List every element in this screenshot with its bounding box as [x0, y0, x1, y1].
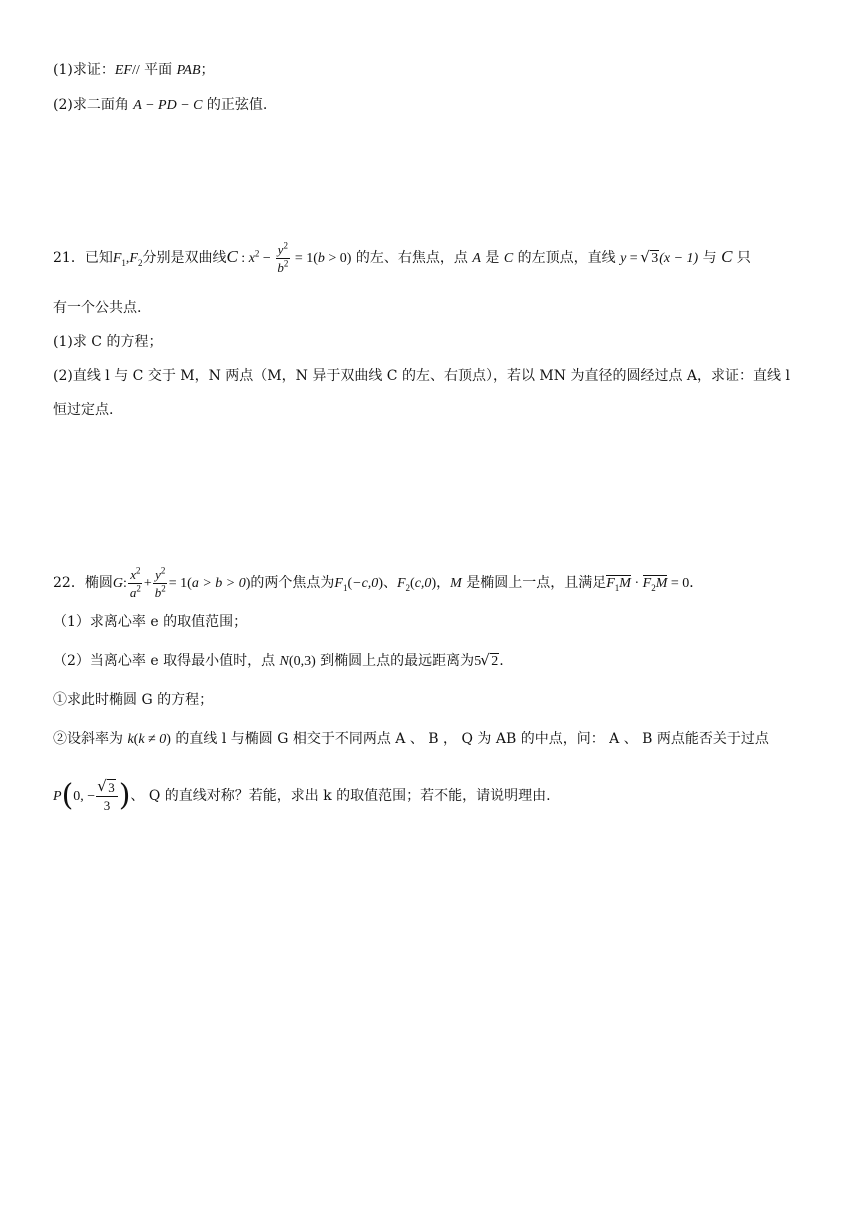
q21-stem-line1: 21．已知$F_1,F_2$分别是双曲线C : $x^2$ − $\frac{y^2}{b^2}$ = 1(b > 0) 的左、右焦点，点 A 是 C 的左顶点，直线 y = √ 3(x − 1) 与 C 只 [53, 240, 751, 276]
q22-part2-text: 到椭圆上点的最远距离为 [315, 653, 475, 669]
q22-vec2-end: M [655, 576, 668, 591]
q22-f1-sub: 1 [342, 582, 348, 593]
q22-part1: （1）求离心率 e 的取值范围； [53, 614, 248, 630]
q21-f1-sub: 1 [121, 257, 126, 268]
q22-vec-eq: = 0 [667, 576, 690, 591]
q21-text: 的左顶点，直线 [513, 250, 621, 266]
q22-text: 的两个焦点为 [250, 575, 335, 591]
q22-f1-coord: −c,0 [352, 576, 379, 591]
q22-frac-y: $\frac{y^2}{b^2}$ [154, 565, 166, 600]
q22-n: N [279, 654, 289, 669]
q21-x: x [248, 251, 255, 266]
q22-stem: 22．椭圆G: $\frac{x^2}{a^2}$ + $\frac{y^2}{b^2}$ = 1(a > b > 0)的两个焦点为$F_1(-c,0)$、$F_2(c,0)$，M 是椭圆上一点，且满足$F_1M \cdot F_2M = 0$． [53, 565, 704, 600]
q20-part1-mid: 平面 [139, 62, 177, 78]
q21-comma: , [125, 251, 130, 266]
q22-text: ， [436, 575, 451, 591]
q21-line-eq: = [626, 251, 642, 266]
q20-part1 [53, 60, 215, 81]
q22-dist: 5 [474, 654, 482, 669]
q20-part2 [53, 95, 267, 116]
q22-end: ． [689, 575, 704, 591]
q20-part1-plane: PAB [176, 63, 201, 78]
q21-equals: = 1( [291, 251, 318, 266]
q21-text: 的左、右焦点，点 [351, 250, 473, 266]
q22-k: k [127, 732, 134, 747]
q22-number: 22． [53, 575, 85, 591]
q22-colon: : [122, 576, 127, 591]
q20-part2-angle: A − PD − C [133, 98, 203, 113]
q21-cond-rel: > 0) [324, 251, 352, 266]
q22-sub2-cont: P(0, − √ $\frac{3}{3}$ )、 Q 的直线对称？若能，求出 k 的取值范围；若不能，请说明理由. [53, 776, 551, 817]
q22-p-frac-den: 3 [103, 797, 111, 813]
q22-part2: （2）当离心率 e 取得最小值时，点 N(0,3) 到椭圆上点的最远距离为5√ 2. [53, 651, 504, 672]
q21-sqrt [641, 242, 659, 276]
q22-plus: + [143, 576, 152, 591]
q22-text: 是椭圆上一点，且满足 [461, 575, 607, 591]
q20-part2-prefix: (2)求二面角 [53, 97, 134, 113]
q22-sqrt-rad: 2 [491, 654, 499, 669]
q21-fraction: $\frac{y^2}{b^2}$ [277, 240, 289, 275]
q22-vec2: F [642, 576, 652, 591]
q21-point-a: A [472, 251, 481, 266]
q22-sub2-text: ②设斜率为 [53, 731, 128, 747]
q22-f2-sub: 2 [405, 582, 411, 593]
q22-vector-f1m [606, 575, 631, 591]
q21-curve-name: C [226, 247, 238, 266]
q22-part2-end: . [499, 653, 504, 669]
q22-f1: F [334, 576, 343, 591]
q21-cond: b [317, 251, 325, 266]
q20-part1-end: ； [200, 62, 215, 78]
q22-f2: F [396, 576, 406, 591]
q22-equals: = 1 [168, 576, 188, 591]
q22-g: G [112, 576, 123, 591]
q22-cond: a > b > 0 [191, 576, 246, 591]
q22-vec1-sub: 1 [614, 582, 620, 593]
q21-colon: : [237, 251, 249, 266]
q21-sqrt-rad: 3 [651, 251, 659, 266]
q22-fy-num: y [155, 566, 161, 582]
q22-vec1-end: M [619, 576, 631, 591]
q21-frac-den: b [277, 259, 284, 275]
q21-c: C [503, 251, 514, 266]
q21-c2: C [721, 247, 733, 266]
q21-text: 与 [698, 250, 722, 266]
q22-sqrt [481, 652, 499, 672]
q21-part2: (2)直线 l 与 C 交于 M，N 两点（M，N 异于双曲线 C 的左、右顶点），若以 MN 为直径的圆经过点 A，求证：直线 l [53, 368, 790, 384]
q22-sub2-text: 的直线 l 与椭圆 G 相交于不同两点 A 、 B ， Q 为 AB 的中点，问： A 、 B 两点能否关于过点 [170, 731, 769, 747]
q22-vector-f2m [643, 575, 668, 591]
q22-dot: · [630, 576, 643, 591]
q22-f2-coord: c,0 [414, 576, 432, 591]
q21-part2-cont: 恒过定点. [53, 402, 114, 418]
q21-text: 分别是双曲线 [142, 250, 227, 266]
q22-sub1: ①求此时椭圆 G 的方程； [53, 692, 214, 708]
q21-text: 只 [732, 250, 751, 266]
q21-text: 已知 [84, 250, 113, 266]
q22-fx-num: x [130, 566, 136, 582]
q22-m: M [450, 576, 462, 591]
q22-vec1: F [606, 576, 615, 591]
q20-part1-segment: EF [114, 63, 132, 78]
q20-part1-prefix: (1)求证： [53, 62, 115, 78]
q22-k-cond: k ≠ 0 [138, 732, 167, 747]
q20-part2-end: 的正弦值. [202, 97, 268, 113]
q22-n-coord: 0,3 [293, 654, 312, 669]
q22-part2-text: （2）当离心率 e 取得最小值时，点 [53, 653, 280, 669]
q21-f1: F [112, 251, 122, 266]
q22-fy-den: b [154, 584, 162, 600]
q21-text: 是 [480, 250, 504, 266]
q21-line-rest: (x − 1) [659, 251, 699, 266]
q20-parallel-symbol: // [131, 63, 140, 78]
q21-minus: − [259, 251, 275, 266]
q21-stem-line2: 有一个公共点. [53, 300, 142, 316]
q22-text: 椭圆 [84, 575, 113, 591]
q22-p-frac-num: 3 [108, 779, 115, 795]
q21-number: 21． [53, 250, 85, 266]
q22-p-coord: 0, − [73, 789, 96, 804]
q22-frac-x: $\frac{x^2}{a^2}$ [129, 565, 141, 600]
q22-sep: 、 [382, 575, 397, 591]
q22-p: P [53, 789, 62, 804]
q22-sub2: ②设斜率为 k(k ≠ 0) 的直线 l 与椭圆 G 相交于不同两点 A 、 B ， Q 为 AB 的中点，问： A 、 B 两点能否关于过点 [53, 731, 769, 747]
q21-frac-num: y [277, 241, 284, 257]
q22-p-fraction [96, 781, 118, 812]
q21-y: y [620, 251, 627, 266]
q22-sub2-cont-text: 、 Q 的直线对称？若能，求出 k 的取值范围；若不能，请说明理由. [130, 788, 551, 804]
q22-vec2-sub: 2 [651, 582, 656, 593]
q21-f2-sub: 2 [137, 257, 143, 268]
q22-fx-den: a [129, 584, 137, 600]
q21-part1: (1)求 C 的方程； [53, 334, 163, 350]
